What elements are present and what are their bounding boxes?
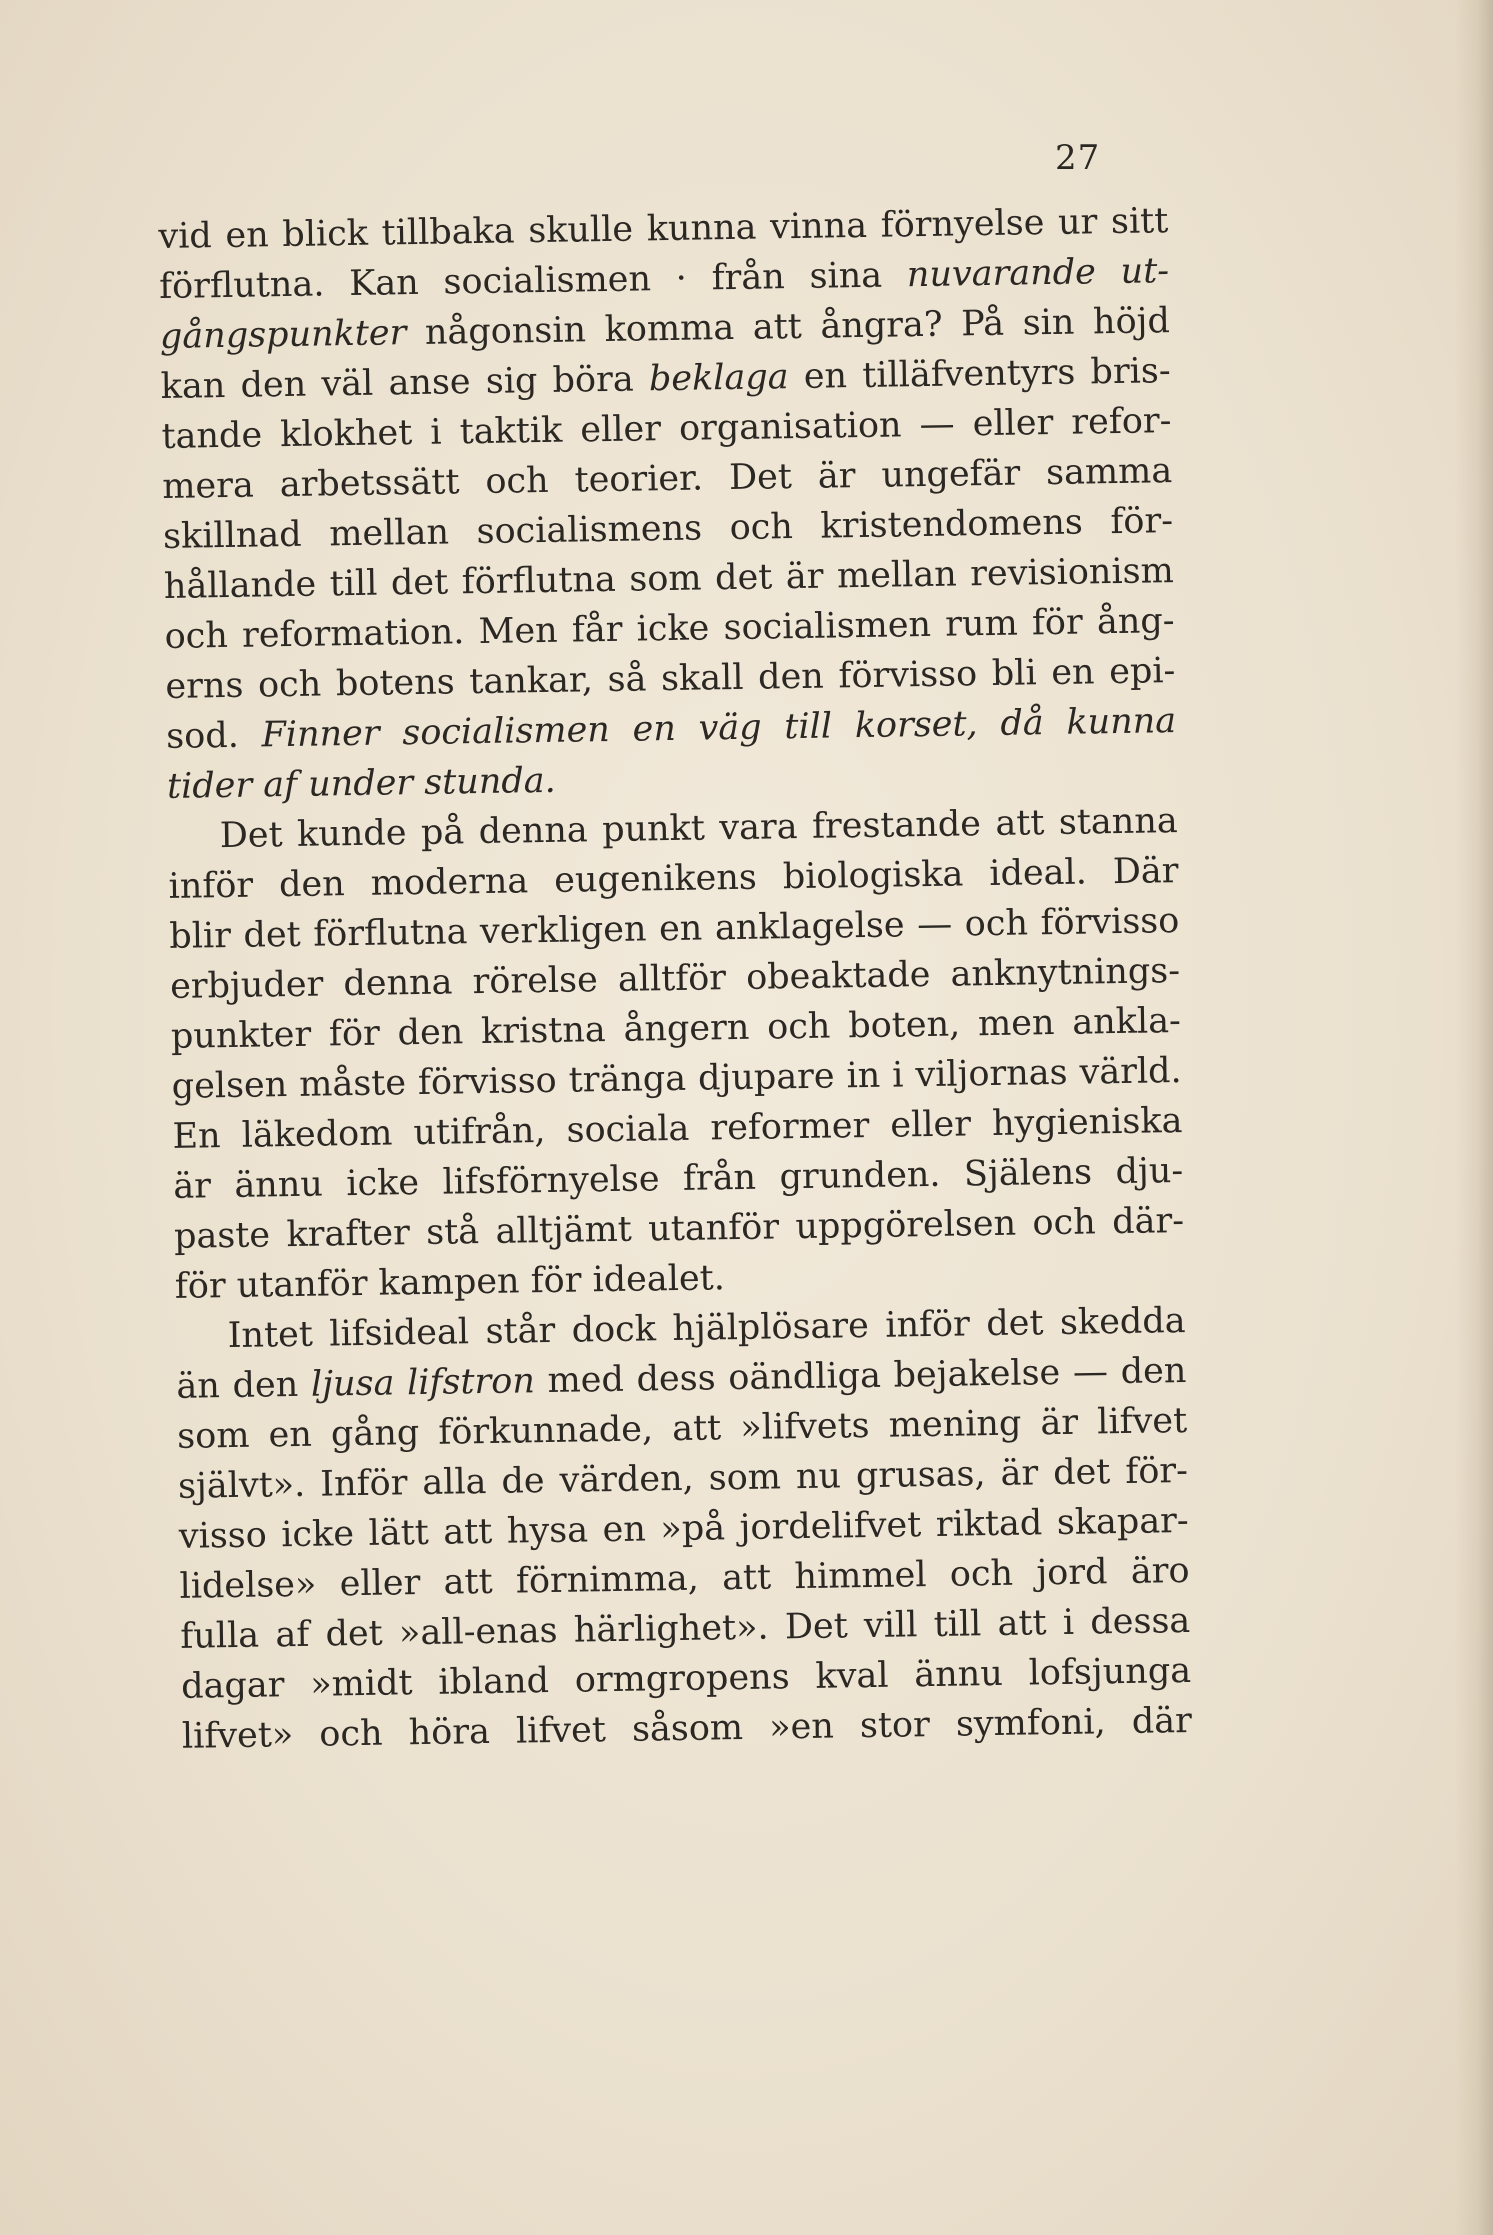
italic-text: ljusa lifstron <box>310 1361 536 1405</box>
text-segment: med dess oändliga bejakelse — den <box>534 1350 1187 1402</box>
text-segment: kan den väl anse sig böra <box>160 359 650 407</box>
text-segment: inför den moderna eugenikens biologiska ideal. Där <box>168 851 1179 907</box>
text-segment: än den <box>176 1364 312 1407</box>
text-segment: visso icke lätt att hysa en »på jordelifvet riktad skapar- <box>178 1500 1190 1557</box>
text-segment: mera arbetssätt och teorier. Det är ungefär samma <box>162 451 1173 507</box>
text-segment: självt». Inför alla de värden, som nu grusas, är det för- <box>177 1450 1189 1507</box>
text-segment: och reformation. Men får icke socialismen rum för ång- <box>164 601 1175 657</box>
text-segment: dagar »midt ibland ormgropens kval ännu lofsjunga <box>180 1650 1192 1707</box>
page-number: 27 <box>1055 138 1101 178</box>
text-segment: tande klokhet i taktik eller organisation — eller refor- <box>161 401 1172 457</box>
text-segment: skillnad mellan socialismens och kristendomens för- <box>162 501 1174 557</box>
body-text <box>158 196 1192 1762</box>
text-segment: Intet lifsideal står dock hjälplösare inför det skedda <box>227 1300 1186 1357</box>
text-segment: paste krafter stå alltjämt utanför uppgörelsen och där- <box>173 1201 1185 1257</box>
text-segment: erns och botens tankar, så skall den förvisso bli en epi- <box>165 651 1176 707</box>
italic-text: beklaga <box>648 357 789 400</box>
text-segment: är ännu icke lifsförnyelse från grunden. Själens dju- <box>173 1151 1184 1207</box>
text-segment: lifvet» och höra lifvet såsom »en stor symfoni, där <box>181 1700 1193 1757</box>
text-segment: erbjuder denna rörelse alltför obeaktade anknytnings- <box>169 951 1181 1007</box>
text-segment: fulla af det »all-enas härlighet». Det vill till att i dessa <box>180 1600 1191 1657</box>
text-segment: punkter för den kristna ångern och boten, men ankla- <box>170 1001 1182 1057</box>
text-segment: en tilläfventyrs bris- <box>788 351 1171 398</box>
text-segment: lidelse» eller att förnimma, att himmel och jord äro <box>179 1550 1190 1607</box>
text-segment: Det kunde på denna punkt vara frestande att stanna <box>219 801 1179 857</box>
text-segment: hållande till det förflutna som det är mellan revisionism <box>163 551 1175 607</box>
italic-text: tider af under stunda. <box>166 760 557 807</box>
text-segment: En läkedom utifrån, sociala reformer eller hygieniska <box>172 1101 1183 1157</box>
text-segment: som en gång förkunnade, att »lifvets mening är lifvet <box>176 1400 1188 1457</box>
text-segment: blir det förflutna verkligen en anklagelse — och förvisso <box>169 901 1180 957</box>
text-segment: för utanför kampen för idealet. <box>174 1258 726 1307</box>
text-segment: gelsen måste förvisso tränga djupare in i viljornas värld. <box>171 1051 1182 1107</box>
text-segment: vid en blick tillbaka skulle kunna vinna förnyelse ur sitt <box>158 201 1169 257</box>
text-segment: sod. <box>165 715 262 757</box>
italic-text: nuvarande ut- <box>906 251 1170 296</box>
page-edge-shadow <box>1455 0 1493 2235</box>
text-segment: förflutna. Kan socialismen · från sina <box>158 255 908 307</box>
italic-text: Finner socialismen en väg till korset, då kunna <box>261 701 1177 756</box>
italic-text: gångspunkter <box>159 313 407 357</box>
text-segment: någonsin komma att ångra? På sin höjd <box>406 301 1171 354</box>
